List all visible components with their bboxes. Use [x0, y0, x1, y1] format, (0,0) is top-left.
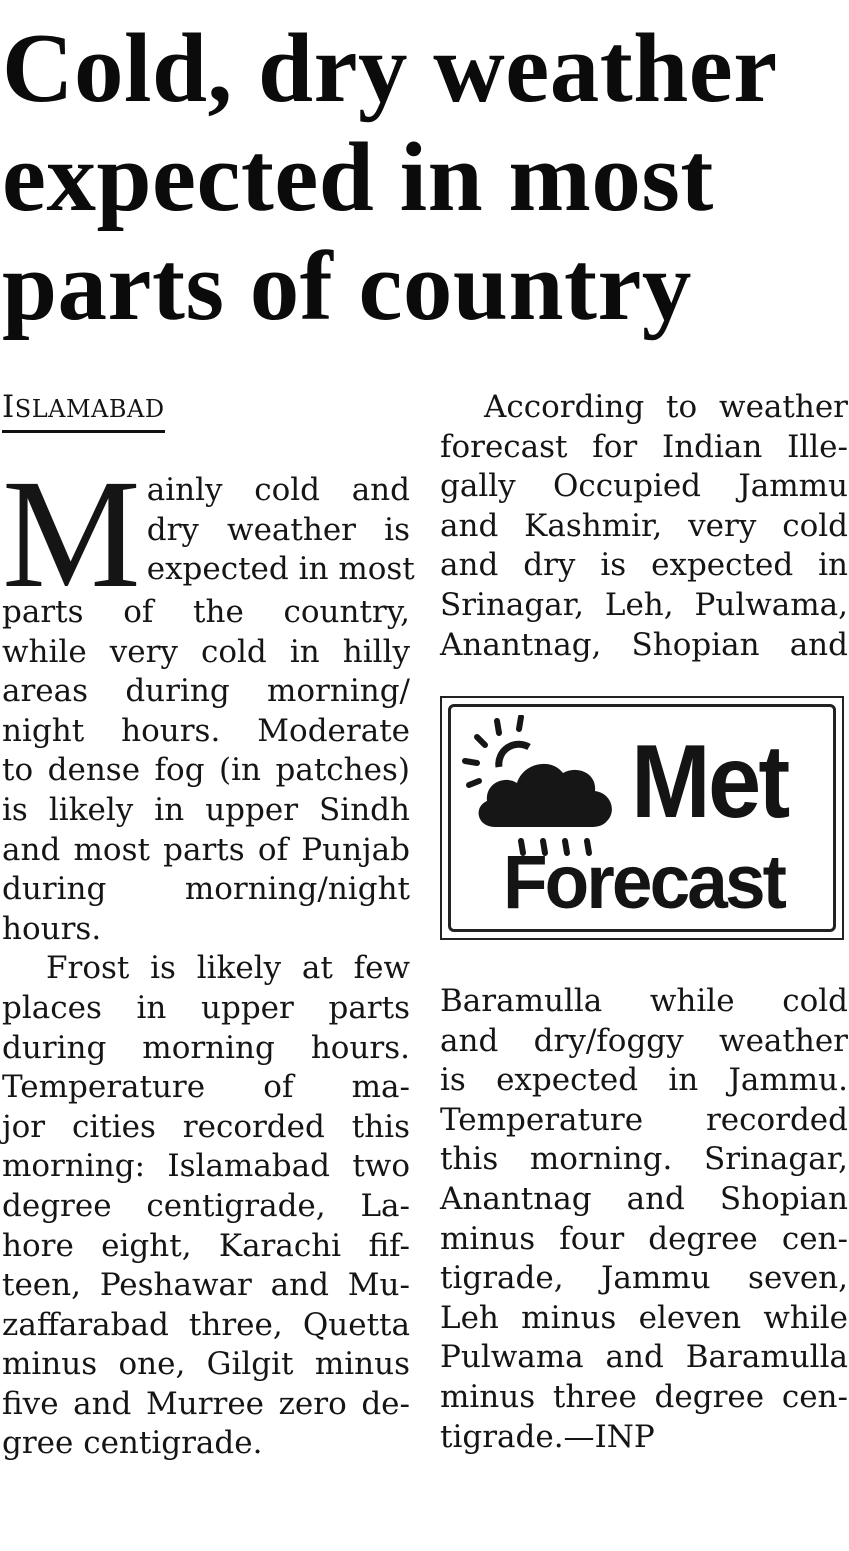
dateline-initial: I [2, 389, 15, 425]
text-line: minus four degree cen- [440, 1220, 848, 1257]
met-forecast-graphic [440, 696, 844, 940]
drop-cap: M [2, 447, 141, 620]
text-line: while very cold in hilly [2, 633, 410, 670]
headline-line: parts of country [2, 232, 692, 341]
forecast-label: Forecast [503, 840, 785, 925]
text-line: five and Murree zero de- [2, 1385, 410, 1422]
text-line: Anantnag and Shopian [440, 1180, 848, 1217]
text-line: ainly cold and [146, 472, 410, 508]
text-line: during morning hours. [2, 1029, 410, 1066]
text-line: According to weather [484, 389, 848, 425]
text-line: Anantnag, Shopian and [440, 626, 848, 663]
text-line: Temperature recorded [440, 1101, 848, 1138]
dateline-rest: SLAMABAD [14, 395, 165, 423]
text-line: is likely in upper Sindh [2, 791, 410, 828]
text-line: hore eight, Karachi fif- [2, 1227, 410, 1264]
text-line: degree centigrade, La- [2, 1187, 410, 1224]
text-line: Pulwama and Baramulla [440, 1339, 848, 1376]
text-line: zaffarabad three, Quetta [2, 1306, 410, 1343]
met-forecast-frame [448, 704, 836, 932]
text-line: and most parts of Punjab [2, 831, 410, 868]
text-line: Leh minus eleven while [440, 1299, 848, 1336]
text-line: during morning/night [2, 871, 410, 908]
text-line: night hours. Moderate [2, 712, 410, 749]
text-line: to dense fog (in patches) [2, 752, 410, 789]
text-line: gally Occupied Jammu [440, 468, 848, 505]
text-line: areas during morning/ [2, 673, 410, 710]
paragraph-frost [2, 949, 410, 1464]
text-line: is expected in Jammu. [440, 1062, 848, 1099]
text-line: Baramulla while cold [440, 983, 848, 1019]
text-line: expected in most [146, 551, 415, 588]
text-line: and dry/foggy weather [440, 1022, 848, 1059]
lead-paragraph [2, 447, 415, 949]
text-line: gree centigrade. [2, 1425, 263, 1462]
text-line: morning: Islamabad two [2, 1148, 410, 1185]
text-line: minus three degree cen- [440, 1378, 848, 1415]
text-line: minus one, Gilgit minus [2, 1346, 410, 1383]
text-line: teen, Peshawar and Mu- [2, 1267, 410, 1304]
text-line: Frost is likely at few [46, 950, 410, 987]
text-line: jor cities recorded this [2, 1108, 410, 1145]
text-line: and dry is expected in [440, 547, 848, 584]
dateline [2, 389, 165, 433]
text-line: this morning. Srinagar, [440, 1141, 848, 1178]
text-line: dry weather is [146, 511, 410, 548]
headline-line: Cold, dry weather [2, 14, 778, 123]
right-column-bottom [440, 982, 848, 1457]
text-line: Srinagar, Leh, Pulwama, [440, 586, 848, 623]
met-label: Met [631, 724, 788, 840]
text-line: hours. [2, 910, 102, 947]
text-line: and Kashmir, very cold [440, 507, 848, 544]
right-column-top [440, 388, 848, 665]
text-line: tigrade.—INP [440, 1418, 655, 1455]
text-line: Temperature of ma- [2, 1069, 410, 1106]
text-line: forecast for Indian Ille- [440, 428, 848, 465]
text-line: places in upper parts [2, 989, 410, 1026]
text-line: parts of the country, [2, 594, 410, 630]
headline-line: expected in most [2, 123, 714, 232]
text-line: tigrade, Jammu seven, [440, 1260, 848, 1297]
headline [2, 14, 847, 341]
left-column [2, 388, 415, 1464]
